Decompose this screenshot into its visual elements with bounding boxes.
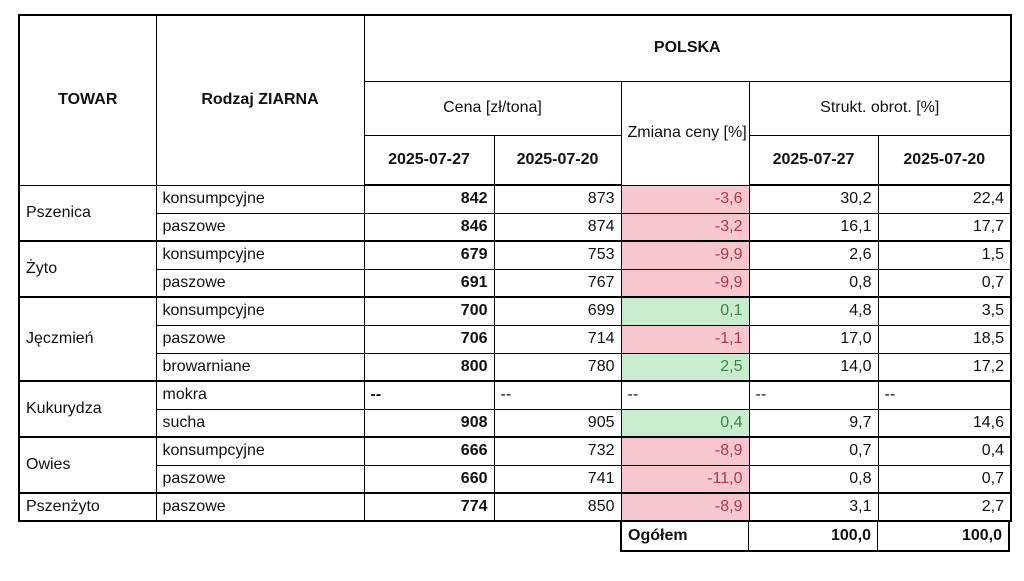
rodzaj-cell: paszowe <box>156 269 364 297</box>
change-cell: -9,9 <box>621 269 749 297</box>
table-row <box>19 185 1011 213</box>
share-previous-cell: 0,7 <box>878 269 1011 297</box>
share-current-cell: 3,1 <box>749 493 878 521</box>
share-current-cell: 0,8 <box>749 465 878 493</box>
price-previous-cell: 753 <box>494 241 621 269</box>
rodzaj-cell: paszowe <box>156 213 364 241</box>
change-cell: -1,1 <box>621 325 749 353</box>
header-cena-date-previous: 2025-07-20 <box>494 135 621 185</box>
footer-share-previous: 100,0 <box>877 522 1008 550</box>
price-previous-cell: 780 <box>494 353 621 381</box>
table-row <box>19 325 1011 353</box>
towar-cell: Jęczmień <box>19 297 156 381</box>
price-current-cell: 700 <box>364 297 494 325</box>
table-row <box>19 353 1011 381</box>
header-strukt-group: Strukt. obrot. [%] <box>749 81 1011 135</box>
price-current-cell: 660 <box>364 465 494 493</box>
rodzaj-cell: konsumpcyjne <box>156 297 364 325</box>
header-rodzaj-ziarna: Rodzaj ZIARNA <box>156 15 364 185</box>
rodzaj-cell: konsumpcyjne <box>156 437 364 465</box>
grain-price-report <box>18 14 1010 552</box>
price-current-cell: 666 <box>364 437 494 465</box>
share-current-cell: -- <box>749 381 878 409</box>
price-previous-cell: 850 <box>494 493 621 521</box>
header-cena-group: Cena [zł/tona] <box>364 81 621 135</box>
change-cell: -8,9 <box>621 493 749 521</box>
price-current-cell: 706 <box>364 325 494 353</box>
table-row <box>19 297 1011 325</box>
table-row <box>19 381 1011 409</box>
price-previous-cell: 767 <box>494 269 621 297</box>
towar-cell: Owies <box>19 437 156 493</box>
table-footer-row <box>620 522 1010 552</box>
rodzaj-cell: sucha <box>156 409 364 437</box>
header-zmiana-group: Zmiana ceny [%] <box>621 81 749 185</box>
price-current-cell: 908 <box>364 409 494 437</box>
rodzaj-cell: paszowe <box>156 493 364 521</box>
grain-price-table <box>18 14 1012 522</box>
share-current-cell: 30,2 <box>749 185 878 213</box>
share-previous-cell: 2,7 <box>878 493 1011 521</box>
share-previous-cell: 17,2 <box>878 353 1011 381</box>
share-current-cell: 4,8 <box>749 297 878 325</box>
share-current-cell: 0,7 <box>749 437 878 465</box>
towar-cell: Pszenica <box>19 185 156 241</box>
rodzaj-cell: konsumpcyjne <box>156 185 364 213</box>
towar-cell: Pszenżyto <box>19 493 156 521</box>
table-row <box>19 493 1011 521</box>
header-towar: TOWAR <box>19 15 156 185</box>
rodzaj-cell: paszowe <box>156 325 364 353</box>
change-cell: -3,6 <box>621 185 749 213</box>
table-row <box>19 213 1011 241</box>
share-previous-cell: -- <box>878 381 1011 409</box>
rodzaj-cell: browarniane <box>156 353 364 381</box>
price-current-cell: 800 <box>364 353 494 381</box>
change-cell: -11,0 <box>621 465 749 493</box>
share-previous-cell: 22,4 <box>878 185 1011 213</box>
change-cell: -- <box>621 381 749 409</box>
table-row <box>19 409 1011 437</box>
header-strukt-date-current: 2025-07-27 <box>749 135 878 185</box>
share-previous-cell: 18,5 <box>878 325 1011 353</box>
table-row <box>19 437 1011 465</box>
towar-cell: Kukurydza <box>19 381 156 437</box>
table-header <box>19 15 1011 185</box>
footer-total-label: Ogółem <box>628 527 688 544</box>
table-row <box>19 465 1011 493</box>
price-previous-cell: 905 <box>494 409 621 437</box>
price-current-cell: 846 <box>364 213 494 241</box>
share-previous-cell: 1,5 <box>878 241 1011 269</box>
price-previous-cell: 874 <box>494 213 621 241</box>
share-previous-cell: 0,7 <box>878 465 1011 493</box>
change-cell: -8,9 <box>621 437 749 465</box>
price-previous-cell: 699 <box>494 297 621 325</box>
share-current-cell: 17,0 <box>749 325 878 353</box>
rodzaj-cell: konsumpcyjne <box>156 241 364 269</box>
table-row <box>19 269 1011 297</box>
share-current-cell: 16,1 <box>749 213 878 241</box>
towar-cell: Żyto <box>19 241 156 297</box>
table-row <box>19 241 1011 269</box>
price-current-cell: -- <box>364 381 494 409</box>
footer-share-current: 100,0 <box>748 522 877 550</box>
change-cell: -9,9 <box>621 241 749 269</box>
rodzaj-cell: mokra <box>156 381 364 409</box>
price-previous-cell: 732 <box>494 437 621 465</box>
share-current-cell: 14,0 <box>749 353 878 381</box>
share-current-cell: 0,8 <box>749 269 878 297</box>
share-previous-cell: 0,4 <box>878 437 1011 465</box>
share-current-cell: 2,6 <box>749 241 878 269</box>
header-region: POLSKA <box>364 15 1011 81</box>
price-previous-cell: 714 <box>494 325 621 353</box>
price-current-cell: 691 <box>364 269 494 297</box>
header-row-region <box>19 15 1011 81</box>
price-previous-cell: -- <box>494 381 621 409</box>
rodzaj-cell: paszowe <box>156 465 364 493</box>
share-current-cell: 9,7 <box>749 409 878 437</box>
header-cena-date-current: 2025-07-27 <box>364 135 494 185</box>
share-previous-cell: 3,5 <box>878 297 1011 325</box>
table-body <box>19 185 1011 521</box>
share-previous-cell: 17,7 <box>878 213 1011 241</box>
share-previous-cell: 14,6 <box>878 409 1011 437</box>
change-cell: -3,2 <box>621 213 749 241</box>
header-strukt-date-previous: 2025-07-20 <box>878 135 1011 185</box>
change-cell: 0,1 <box>621 297 749 325</box>
price-current-cell: 842 <box>364 185 494 213</box>
price-current-cell: 774 <box>364 493 494 521</box>
change-cell: 0,4 <box>621 409 749 437</box>
price-previous-cell: 741 <box>494 465 621 493</box>
price-previous-cell: 873 <box>494 185 621 213</box>
change-cell: 2,5 <box>621 353 749 381</box>
price-current-cell: 679 <box>364 241 494 269</box>
